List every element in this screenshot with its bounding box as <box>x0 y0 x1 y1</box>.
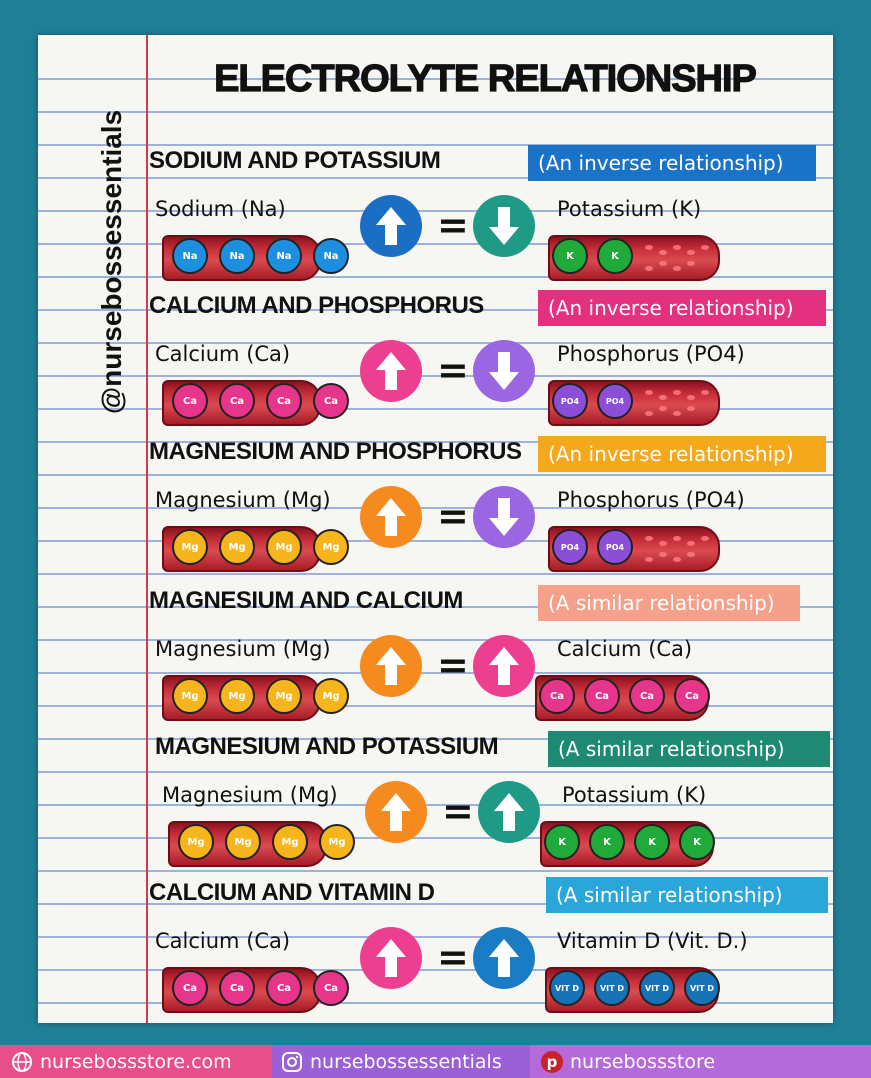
ion-vit-d: VIT D <box>594 970 630 1006</box>
ion-mg: Mg <box>172 529 208 565</box>
ion-ca: Ca <box>219 383 255 419</box>
ion-ca: Ca <box>313 970 349 1006</box>
ion-mg: Mg <box>313 678 349 714</box>
blood-cell <box>701 245 709 250</box>
ion-vit-d: VIT D <box>639 970 675 1006</box>
ion-ca: Ca <box>674 678 710 714</box>
equals-sign: = <box>442 789 474 833</box>
section-heading: MAGNESIUM AND PHOSPHORUS <box>149 438 522 465</box>
right-electrolyte-label: Phosphorus (PO4) <box>557 342 745 366</box>
blood-cell <box>701 536 709 541</box>
blood-cell <box>673 390 681 395</box>
right-electrolyte-label: Potassium (K) <box>557 197 702 221</box>
ion-mg: Mg <box>219 678 255 714</box>
relationship-tag: (An inverse relationship) <box>528 145 816 181</box>
ion-ca: Ca <box>172 383 208 419</box>
relationship-tag: (A similar relationship) <box>538 585 800 621</box>
relationship-tag: (An inverse relationship) <box>538 436 826 472</box>
blood-cell <box>687 541 695 546</box>
page-title: ELECTROLYTE RELATIONSHIP <box>214 58 756 100</box>
ion-vit-d: VIT D <box>684 970 720 1006</box>
blood-cell <box>645 536 653 541</box>
ion-na: Na <box>313 238 349 274</box>
right-electrolyte-label: Phosphorus (PO4) <box>557 488 745 512</box>
section-heading: MAGNESIUM AND CALCIUM <box>149 587 463 614</box>
footer-pinterest-text: nursebossstore <box>570 1050 716 1073</box>
ion-k: K <box>589 824 625 860</box>
equals-sign: = <box>437 935 469 979</box>
blood-cell <box>645 411 653 416</box>
blood-cell <box>645 557 653 562</box>
instagram-icon <box>280 1050 304 1074</box>
ion-k: K <box>544 824 580 860</box>
left-electrolyte-label: Calcium (Ca) <box>155 929 291 953</box>
left-electrolyte-label: Calcium (Ca) <box>155 342 291 366</box>
section-heading: CALCIUM AND VITAMIN D <box>149 879 435 906</box>
globe-icon <box>10 1050 34 1074</box>
vertical-handle: @nursebossessentials <box>96 109 127 415</box>
right-blood-vessel <box>548 526 720 572</box>
ion-mg: Mg <box>313 529 349 565</box>
footer-instagram[interactable] <box>272 1045 530 1078</box>
ion-mg: Mg <box>172 678 208 714</box>
relationship-tag: (A similar relationship) <box>546 877 828 913</box>
blood-cell <box>659 406 667 411</box>
blood-cell <box>687 261 695 266</box>
left-electrolyte-label: Magnesium (Mg) <box>155 637 331 661</box>
up-arrow-icon <box>360 927 422 989</box>
blood-cell <box>673 557 681 562</box>
ion-mg: Mg <box>266 678 302 714</box>
ion-mg: Mg <box>272 824 308 860</box>
left-blood-vessel <box>162 967 339 1013</box>
left-blood-vessel <box>162 380 339 426</box>
blood-cell <box>645 266 653 271</box>
up-arrow-icon <box>360 635 422 697</box>
down-arrow-icon <box>473 340 535 402</box>
footer-website[interactable] <box>0 1045 272 1078</box>
ion-ca: Ca <box>313 383 349 419</box>
ion-po4: PO4 <box>552 383 588 419</box>
ion-k: K <box>552 238 588 274</box>
section-heading: SODIUM AND POTASSIUM <box>149 147 441 174</box>
right-blood-vessel <box>540 821 714 867</box>
left-electrolyte-label: Magnesium (Mg) <box>162 783 338 807</box>
footer-instagram-text: nursebossessentials <box>310 1050 502 1073</box>
blood-cell <box>645 245 653 250</box>
blood-cell <box>701 390 709 395</box>
footer-website-text: nursebossstore.com <box>40 1050 232 1073</box>
down-arrow-icon <box>473 195 535 257</box>
equals-sign: = <box>437 643 469 687</box>
relationship-tag: (An inverse relationship) <box>538 290 826 326</box>
ion-k: K <box>597 238 633 274</box>
ion-mg: Mg <box>225 824 261 860</box>
margin-line <box>146 35 148 1023</box>
blood-cell <box>673 266 681 271</box>
ion-ca: Ca <box>172 970 208 1006</box>
notebook-paper <box>38 35 833 1023</box>
equals-sign: = <box>437 494 469 538</box>
equals-sign: = <box>437 348 469 392</box>
ion-k: K <box>634 824 670 860</box>
ion-mg: Mg <box>219 529 255 565</box>
ion-po4: PO4 <box>597 383 633 419</box>
blood-cell <box>687 552 695 557</box>
ion-ca: Ca <box>219 970 255 1006</box>
down-arrow-icon <box>473 486 535 548</box>
ion-mg: Mg <box>178 824 214 860</box>
relationship-tag: (A similar relationship) <box>548 731 830 767</box>
ion-ca: Ca <box>266 383 302 419</box>
svg-text:p: p <box>546 1052 558 1071</box>
up-arrow-icon <box>360 340 422 402</box>
left-electrolyte-label: Sodium (Na) <box>155 197 286 221</box>
ion-ca: Ca <box>266 970 302 1006</box>
up-arrow-icon <box>478 781 540 843</box>
footer-bar <box>0 1045 871 1078</box>
blood-cell <box>659 395 667 400</box>
right-blood-vessel <box>545 967 719 1013</box>
left-blood-vessel <box>168 821 346 867</box>
footer-pinterest[interactable] <box>530 1045 871 1078</box>
blood-cell <box>687 406 695 411</box>
right-blood-vessel <box>548 380 720 426</box>
up-arrow-icon <box>473 635 535 697</box>
ion-mg: Mg <box>319 824 355 860</box>
equals-sign: = <box>437 203 469 247</box>
section-heading: CALCIUM AND PHOSPHORUS <box>149 292 484 319</box>
blood-cell <box>687 395 695 400</box>
ion-po4: PO4 <box>597 529 633 565</box>
blood-cell <box>673 245 681 250</box>
ion-vit-d: VIT D <box>549 970 585 1006</box>
ion-k: K <box>679 824 715 860</box>
right-electrolyte-label: Calcium (Ca) <box>557 637 693 661</box>
right-electrolyte-label: Potassium (K) <box>562 783 707 807</box>
ion-ca: Ca <box>629 678 665 714</box>
right-blood-vessel <box>535 675 709 721</box>
ion-ca: Ca <box>584 678 620 714</box>
blood-cell <box>659 250 667 255</box>
ion-ca: Ca <box>539 678 575 714</box>
up-arrow-icon <box>473 927 535 989</box>
blood-cell <box>645 390 653 395</box>
left-blood-vessel <box>162 675 340 721</box>
right-electrolyte-label: Vitamin D (Vit. D.) <box>557 929 748 953</box>
section-heading: MAGNESIUM AND POTASSIUM <box>155 733 499 760</box>
ion-na: Na <box>266 238 302 274</box>
ion-na: Na <box>172 238 208 274</box>
blood-cell <box>687 250 695 255</box>
left-blood-vessel <box>162 526 340 572</box>
pinterest-icon <box>540 1050 564 1074</box>
blood-cell <box>659 261 667 266</box>
left-electrolyte-label: Magnesium (Mg) <box>155 488 331 512</box>
blood-cell <box>673 411 681 416</box>
up-arrow-icon <box>365 781 427 843</box>
ion-po4: PO4 <box>552 529 588 565</box>
up-arrow-icon <box>360 486 422 548</box>
left-blood-vessel <box>162 235 339 281</box>
ion-na: Na <box>219 238 255 274</box>
blood-cell <box>673 536 681 541</box>
right-blood-vessel <box>548 235 720 281</box>
ion-mg: Mg <box>266 529 302 565</box>
blood-cell <box>659 552 667 557</box>
blood-cell <box>659 541 667 546</box>
up-arrow-icon <box>360 195 422 257</box>
